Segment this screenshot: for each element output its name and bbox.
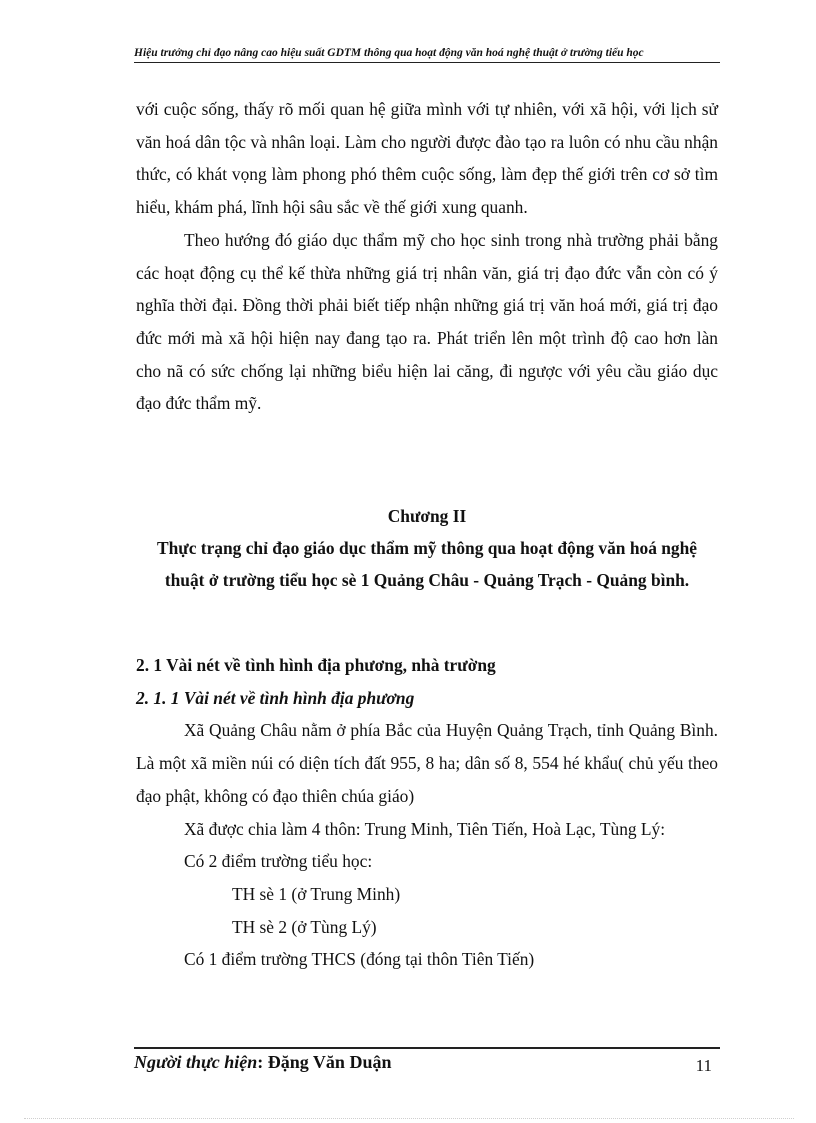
page-number: 11 xyxy=(695,1056,712,1075)
subsection-heading: 2. 1. 1 Vài nét về tình hình địa phương xyxy=(136,687,415,708)
section-content xyxy=(136,649,718,976)
running-title: Hiệu trưởng chỉ đạo nâng cao hiệu suất GDTM thông qua hoạt động văn hoá nghệ thuật ở trường tiểu học xyxy=(134,47,644,59)
list-intro: Có 1 điểm trường THCS (đóng tại thôn Tiên Tiến) xyxy=(184,949,535,970)
author-colon: : xyxy=(257,1052,268,1072)
paragraph: với cuộc sống, thấy rõ mối quan hệ giữa mình với tự nhiên, với xã hội, với lịch sử văn hoá dân tộc và nhân loại. Làm cho người được đào tạo ra luôn có nhu cầu nhận thức, có khát vọng làm phong phó thêm cuộc sống, làm đẹp thế giới trên cơ sở tìm hiểu, khám phá, lĩnh hội sâu sắc về thế giới xung quanh. xyxy=(136,99,718,218)
page-footer xyxy=(134,1052,720,1078)
author-label: Người thực hiện xyxy=(134,1052,258,1072)
running-header xyxy=(134,46,720,63)
paragraph: Xã Quảng Châu nằm ở phía Bắc của Huyện Quảng Trạch, tỉnh Quảng Bình. Là một xã miền núi có diện tích đất 955, 8 ha; dân số 8, 554 hé khẩu( chủ yếu theo đạo phật, không có đạo thiên chúa giáo) xyxy=(136,720,718,806)
chapter-heading xyxy=(136,500,718,596)
list-item: TH sè 1 (ở Trung Minh) xyxy=(232,883,401,904)
paragraph: Xã được chia làm 4 thôn: Trung Minh, Tiên Tiến, Hoà Lạc, Tùng Lý: xyxy=(184,818,666,839)
chapter-title: Thực trạng chỉ đạo giáo dục thẩm mỹ thông qua hoạt động văn hoá nghệ thuật ở trường tiểu học sè 1 Quảng Châu - Quảng Trạch - Quảng bình. xyxy=(157,538,697,590)
chapter-number: Chương II xyxy=(387,506,467,526)
list-intro: Có 2 điểm trường tiểu học: xyxy=(184,851,373,872)
body-text xyxy=(136,93,718,420)
page-edge-divider xyxy=(24,1118,794,1119)
author-name: Đặng Văn Duận xyxy=(267,1052,392,1072)
footer-divider xyxy=(134,1047,720,1049)
section-heading: 2. 1 Vài nét về tình hình địa phương, nhà trường xyxy=(136,655,496,675)
paragraph: Theo hướng đó giáo dục thẩm mỹ cho học sinh trong nhà trường phải bằng các hoạt động cụ thể kế thừa những giá trị nhân văn, giá trị đạo đức vẫn còn có ý nghĩa thời đại. Đồng thời phải biết tiếp nhận những giá trị văn hoá mới, giá trị đạo đức mới mà xã hội hiện nay đang tạo ra. Phát triển lên một trình độ cao hơn làn cho nã có sức chống lại những biểu hiện lai căng, đi ngược với yêu cầu giáo dục đạo đức thẩm mỹ. xyxy=(136,229,718,414)
list-item: TH sè 2 (ở Tùng Lý) xyxy=(232,916,377,937)
footer-author xyxy=(134,1052,391,1073)
